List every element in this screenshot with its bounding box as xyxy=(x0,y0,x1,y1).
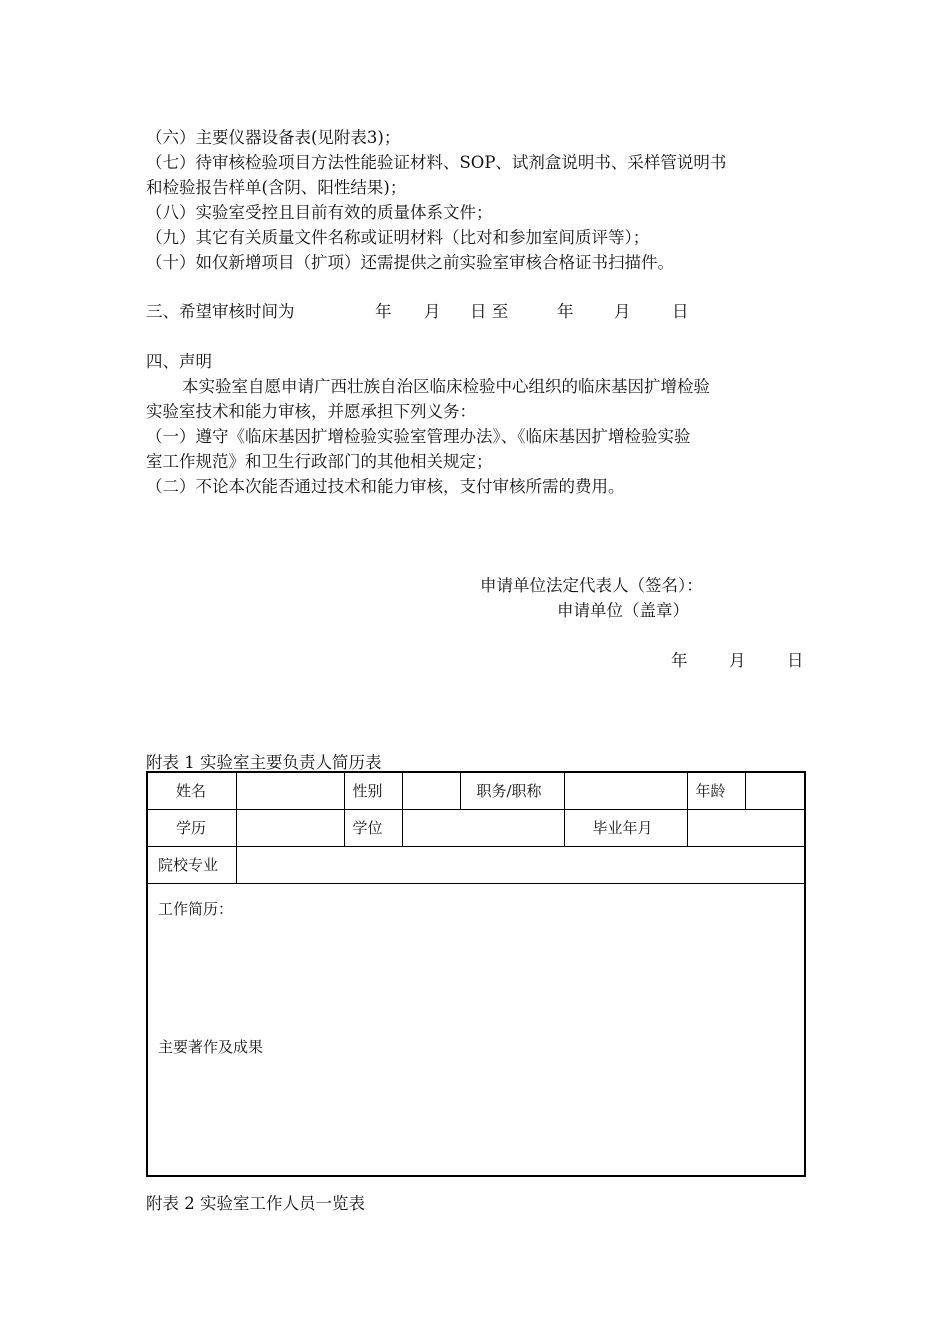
gender-field[interactable] xyxy=(402,772,460,809)
list-item-7-cont: 和检验报告样单(含阴、阳性结果)； xyxy=(146,178,407,197)
sign-day: 日 xyxy=(787,651,804,670)
gender-label: 性别 xyxy=(344,772,402,809)
list-item-8: （八）实验室受控且目前有效的质量体系文件； xyxy=(146,203,493,222)
table2-caption: 附表 2 实验室工作人员一览表 xyxy=(146,1194,365,1213)
table1-caption: 附表 1 实验室主要负责人简历表 xyxy=(146,753,382,772)
education-field[interactable] xyxy=(236,809,344,846)
declaration-paragraph: 本实验室自愿申请广西壮族自治区临床检验中心组织的临床基因扩增检验 xyxy=(182,377,710,396)
obligation-1-cont: 室工作规范》和卫生行政部门的其他相关规定； xyxy=(146,452,493,471)
age-label: 年龄 xyxy=(687,772,745,809)
work-history-cell[interactable] xyxy=(147,883,805,1176)
obligation-2: （二）不论本次能否通过技术和能力审核，支付审核所需的费用。 xyxy=(146,477,625,496)
list-item-10: （十）如仅新增项目（扩项）还需提供之前实验室审核合格证书扫描件。 xyxy=(146,253,674,272)
date-day-end: 日 xyxy=(672,302,689,321)
date-month-to: 月 xyxy=(614,302,631,321)
position-field[interactable] xyxy=(564,772,687,809)
degree-field[interactable] xyxy=(402,809,564,846)
major-label: 院校专业 xyxy=(147,846,236,883)
section3-heading: 三、希望审核时间为 xyxy=(146,302,295,321)
degree-label: 学位 xyxy=(344,809,402,846)
resume-table xyxy=(146,771,806,1177)
sign-year: 年 xyxy=(671,651,688,670)
date-year-from: 年 xyxy=(375,302,392,321)
grad-date-label: 毕业年月 xyxy=(564,809,687,846)
work-history-label: 工作简历： xyxy=(158,899,234,918)
list-item-9: （九）其它有关质量文件名称或证明材料（比对和参加室间质评等）； xyxy=(146,228,650,247)
unit-seal-label: 申请单位（盖章） xyxy=(557,601,689,620)
grad-date-field[interactable] xyxy=(687,809,805,846)
date-month-from: 月 xyxy=(424,302,441,321)
list-item-7: （七）待审核检验项目方法性能验证材料、SOP、试剂盒说明书、采样管说明书 xyxy=(146,153,727,172)
sign-month: 月 xyxy=(729,651,746,670)
declaration-paragraph-cont: 实验室技术和能力审核，并愿承担下列义务： xyxy=(146,402,476,421)
obligation-1: （一）遵守《临床基因扩增检验实验室管理办法》、《临床基因扩增检验实验 xyxy=(146,427,691,446)
education-label: 学历 xyxy=(147,809,236,846)
date-day-to: 日 至 xyxy=(470,302,509,321)
age-field[interactable] xyxy=(745,772,805,809)
representative-signature-label: 申请单位法定代表人（签名）： xyxy=(480,576,703,595)
name-label: 姓名 xyxy=(147,772,236,809)
section4-heading: 四、声明 xyxy=(146,352,212,371)
achievements-label: 主要著作及成果 xyxy=(158,1037,264,1056)
major-field[interactable] xyxy=(236,846,805,883)
list-item-6: （六）主要仪器设备表(见附表3)； xyxy=(146,128,401,147)
name-field[interactable] xyxy=(236,772,344,809)
date-year-to: 年 xyxy=(557,302,574,321)
position-label: 职务/职称 xyxy=(460,772,564,809)
